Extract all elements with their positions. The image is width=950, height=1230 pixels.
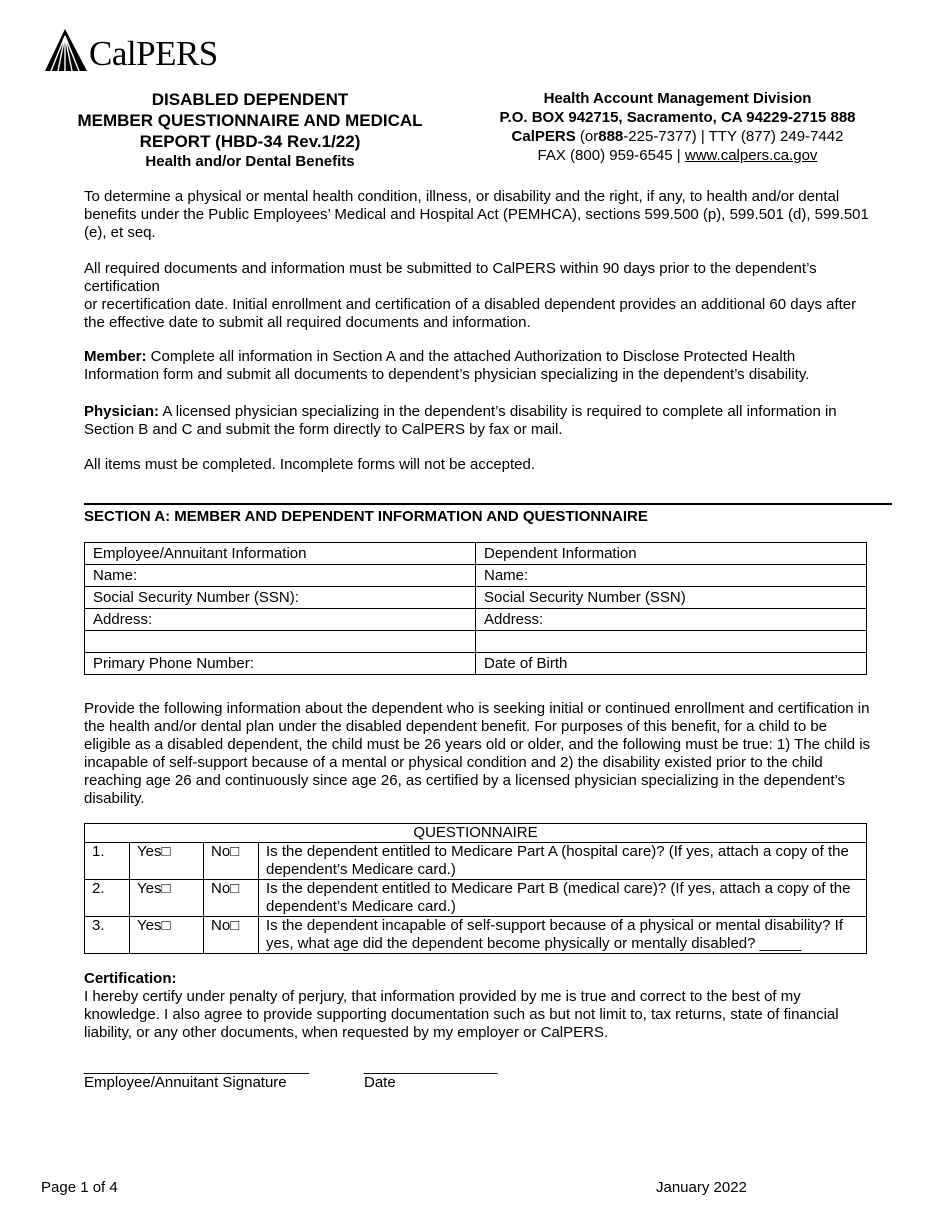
yes-checkbox[interactable]: Yes□: [130, 917, 204, 954]
deadline-line-2: or recertification date. Initial enrollment and certification of a disabled dependent provides an additional 60 days after the effective date to submit all required documents and information.: [84, 296, 857, 331]
table-row: [85, 543, 867, 565]
physician-instructions: [84, 403, 874, 439]
eligibility-paragraph: Provide the following information about the dependent who is seeking initial or continued enrollment and certification in the health and/or dental plan under the disabled dependent benefit. For purposes of this benefit, for a child to be eligible as a disabled dependent, the child must be 26 years old or older, and the following must be true: 1) The child is incapable of self-support because of a mental or physical condition and 2) the disability existed prior to the child reaching age 26 and continuously since age 26, as certified by a licensed physician specializing in the dependent’s disability.: [84, 700, 871, 807]
phone-rest: -225-7377) | TTY (877) 249-7442: [623, 128, 844, 145]
intro-paragraph: To determine a physical or mental health condition, illness, or disability and the right, if any, to health and/or dental benefits under the Public Employees’ Medical and Hospital Act (PEMHCA), sections 599.500 (p), 599.501 (d), 599.501 (e), et seq.: [84, 188, 869, 241]
phone-brand: CalPERS: [511, 128, 576, 145]
employee-name-field[interactable]: Name:: [85, 565, 476, 587]
deadline-paragraph: [84, 260, 874, 332]
table-row: [85, 587, 867, 609]
dependent-ssn-field[interactable]: Social Security Number (SSN): [476, 587, 867, 609]
dependent-address-line-2[interactable]: [476, 631, 867, 653]
questionnaire-table: [84, 823, 867, 954]
table-row: [85, 824, 867, 843]
no-checkbox[interactable]: No□: [204, 917, 259, 954]
calpers-logo: [40, 28, 218, 72]
title-line-2: MEMBER QUESTIONNAIRE AND MEDICAL: [77, 111, 423, 130]
section-divider: [84, 503, 892, 505]
question-text: Is the dependent incapable of self-support because of a physical or mental disability? If yes, what age did the dependent become physically or mentally disabled? _____: [259, 917, 867, 954]
contact-info: [470, 89, 885, 165]
table-row: [85, 917, 867, 954]
table-row: [85, 565, 867, 587]
no-checkbox[interactable]: No□: [204, 843, 259, 880]
section-a-heading: SECTION A: MEMBER AND DEPENDENT INFORMATION AND QUESTIONNAIRE: [84, 508, 648, 525]
completion-notice: All items must be completed. Incomplete forms will not be accepted.: [84, 456, 536, 473]
member-text: Complete all information in Section A and the attached Authorization to Disclose Protected Health Information form and submit all documents to dependent’s physician specializing in the dependent’s disability.: [84, 348, 810, 383]
fax-number: FAX (800) 959-6545 |: [537, 147, 685, 164]
dependent-dob-field[interactable]: Date of Birth: [476, 653, 867, 675]
table-row: [85, 653, 867, 675]
calpers-logo-icon: [40, 28, 88, 72]
question-number: 3.: [85, 917, 130, 954]
member-label: Member:: [84, 348, 147, 365]
table-row: [85, 880, 867, 917]
employee-ssn-field[interactable]: Social Security Number (SSN):: [85, 587, 476, 609]
date-field[interactable]: ________________: [364, 1058, 498, 1075]
certification-text: I hereby certify under penalty of perjury, that information provided by me is true and correct to the best of my knowledge. I also agree to provide supporting documentation such as but not limit to, tax returns, state of financial liability, or any other documents, when requested by my employer or CalPERS.: [84, 988, 839, 1041]
employee-address-line-2[interactable]: [85, 631, 476, 653]
member-dependent-info-table: [84, 542, 867, 675]
revision-date: January 2022: [656, 1179, 747, 1196]
questionnaire-title: QUESTIONNAIRE: [85, 824, 867, 843]
fax-line: [470, 146, 885, 165]
signature-field[interactable]: ___________________________: [84, 1058, 310, 1075]
deadline-line-1: All required documents and information must be submitted to CalPERS within 90 days prior to the dependent’s certification: [84, 260, 817, 295]
dependent-address-field[interactable]: Address:: [476, 609, 867, 631]
form-title: [40, 89, 460, 172]
employee-address-field[interactable]: Address:: [85, 609, 476, 631]
physician-text: A licensed physician specializing in the dependent’s disability is required to complete all information in Section B and C and submit the form directly to CalPERS by fax or mail.: [84, 403, 837, 438]
table-row: [85, 609, 867, 631]
phone-bold-part: 888: [598, 128, 624, 145]
employee-phone-field[interactable]: Primary Phone Number:: [85, 653, 476, 675]
signature-label: Employee/Annuitant Signature: [84, 1074, 287, 1091]
physician-label: Physician:: [84, 403, 160, 420]
question-text: Is the dependent entitled to Medicare Part A (hospital care)? (If yes, attach a copy of the dependent’s Medicare card.): [259, 843, 867, 880]
page-number: Page 1 of 4: [41, 1179, 118, 1196]
question-number: 2.: [85, 880, 130, 917]
phone-prefix: (or: [575, 128, 599, 145]
table-row: [85, 843, 867, 880]
yes-checkbox[interactable]: Yes□: [130, 843, 204, 880]
member-instructions: [84, 348, 874, 384]
mailing-address: P.O. BOX 942715, Sacramento, CA 94229-2715 888: [499, 109, 856, 126]
date-label: Date: [364, 1074, 396, 1091]
division-name: Health Account Management Division: [543, 90, 812, 107]
dependent-info-header: Dependent Information: [476, 543, 867, 565]
title-line-3: REPORT (HBD-34 Rev.1/22): [139, 132, 361, 151]
yes-checkbox[interactable]: Yes□: [130, 880, 204, 917]
website-link[interactable]: www.calpers.ca.gov: [684, 147, 818, 164]
phone-line: [470, 127, 885, 146]
table-row: [85, 631, 867, 653]
title-line-1: DISABLED DEPENDENT: [151, 90, 349, 109]
question-text: Is the dependent entitled to Medicare Part B (medical care)? (If yes, attach a copy of the dependent’s Medicare card.): [259, 880, 867, 917]
title-subtitle: Health and/or Dental Benefits: [145, 153, 355, 170]
dependent-name-field[interactable]: Name:: [476, 565, 867, 587]
certification-heading: Certification:: [84, 970, 177, 987]
no-checkbox[interactable]: No□: [204, 880, 259, 917]
employee-info-header: Employee/Annuitant Information: [85, 543, 476, 565]
question-number: 1.: [85, 843, 130, 880]
logo-wordmark: CalPERS: [89, 34, 218, 73]
